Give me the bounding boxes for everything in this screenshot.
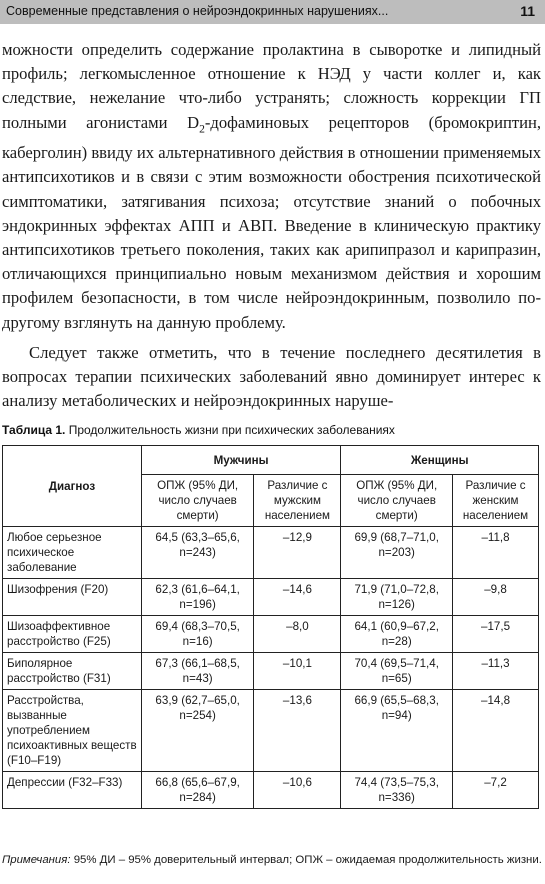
- header-men-diff: Различие с мужским населением: [254, 475, 341, 527]
- cell-men-diff: –14,6: [254, 579, 341, 616]
- header-women: Женщины: [341, 446, 539, 475]
- cell-diagnosis: Депрессии (F32–F33): [3, 772, 142, 809]
- cell-men-le: 63,9 (62,7–65,0, n=254): [141, 690, 254, 772]
- table-row: [3, 527, 539, 579]
- cell-women-le: 70,4 (69,5–71,4, n=65): [341, 653, 453, 690]
- cell-men-le: 66,8 (65,6–67,9, n=284): [141, 772, 254, 809]
- header-diagnosis: Диагноз: [3, 446, 142, 527]
- cell-women-diff: –11,8: [453, 527, 539, 579]
- cell-women-le: 69,9 (68,7–71,0, n=203): [341, 527, 453, 579]
- paragraph-2: Следует также отметить, что в течение последнего десятилетия в вопросах терапии психических заболеваний явно доминирует интерес к анализу метаболических и нейроэндокринных наруше-: [2, 342, 541, 411]
- cell-women-le: 74,4 (73,5–75,3, n=336): [341, 772, 453, 809]
- cell-diagnosis: Биполярное расстройство (F31): [3, 653, 142, 690]
- table-row: [3, 690, 539, 772]
- cell-women-diff: –14,8: [453, 690, 539, 772]
- cell-men-le: 69,4 (68,3–70,5, n=16): [141, 616, 254, 653]
- table-row: [3, 772, 539, 809]
- cell-diagnosis: Любое серьезное психическое заболевание: [3, 527, 142, 579]
- header-women-diff: Различие с женским населением: [453, 475, 539, 527]
- header-men-le: ОПЖ (95% ДИ, число случаев смерти): [141, 475, 254, 527]
- cell-women-le: 64,1 (60,9–67,2, n=28): [341, 616, 453, 653]
- cell-diagnosis: Расстройства, вызванные употреблением психоактивных веществ (F10–F19): [3, 690, 142, 772]
- page-number: 11: [520, 3, 535, 19]
- table-row: [3, 579, 539, 616]
- body-text: [2, 38, 541, 413]
- table-notes: [2, 853, 542, 867]
- cell-women-diff: –17,5: [453, 616, 539, 653]
- header-women-le: ОПЖ (95% ДИ, число случаев смерти): [341, 475, 453, 527]
- paragraph-1-text-b: -дофаминовых рецепторов (бромокриптин, каберголин) ввиду их альтернативного действия в отношении применяемых антипсихотиков и в связи с этим возможности обострения психотической симптоматики, затягивания психоза; отсутствие знаний о побочных эндокринных эффектах АПП и АВП. Введение в клиническую практику антипсихотиков третьего поколения, таких как арипипразол и карипразин, отличающихся принципиально новым механизмом действия и хорошим профилем безопасности, в том числе нейроэндокринным, позволило по-другому взглянуть на данную проблему.: [2, 112, 542, 332]
- table-caption-label: Таблица 1.: [2, 423, 66, 437]
- cell-diagnosis: Шизоаффективное расстройство (F25): [3, 616, 142, 653]
- cell-men-diff: –10,1: [254, 653, 341, 690]
- header-men: Мужчины: [141, 446, 341, 475]
- cell-men-le: 67,3 (66,1–68,5, n=43): [141, 653, 254, 690]
- table-row: [3, 653, 539, 690]
- cell-men-diff: –13,6: [254, 690, 341, 772]
- cell-women-diff: –11,3: [453, 653, 539, 690]
- notes-label: Примечания:: [2, 854, 71, 866]
- cell-diagnosis: Шизофрения (F20): [3, 579, 142, 616]
- paragraph-1-text-a: можности определить содержание пролактина в сыворотке и липидный профиль; легкомысленное отношение к НЭД у части коллег и, как следствие, нежелание что-либо устранять; сложность коррекции ГП полными агонистами D: [2, 40, 541, 132]
- running-header: [0, 0, 545, 24]
- subscript-2: 2: [199, 121, 205, 135]
- table-caption: [2, 423, 542, 437]
- cell-women-le: 66,9 (65,5–68,3, n=94): [341, 690, 453, 772]
- cell-women-le: 71,9 (71,0–72,8, n=126): [341, 579, 453, 616]
- cell-men-diff: –12,9: [254, 527, 341, 579]
- table-caption-text: Продолжительность жизни при психических заболеваниях: [68, 423, 395, 437]
- notes-text: 95% ДИ – 95% доверительный интервал; ОПЖ – ожидаемая продолжительность жизни.: [73, 854, 542, 866]
- table-row: [3, 616, 539, 653]
- cell-men-diff: –10,6: [254, 772, 341, 809]
- cell-women-diff: –7,2: [453, 772, 539, 809]
- cell-men-le: 64,5 (63,3–65,6, n=243): [141, 527, 254, 579]
- cell-men-le: 62,3 (61,6–64,1, n=196): [141, 579, 254, 616]
- cell-women-diff: –9,8: [453, 579, 539, 616]
- paragraph-1: [2, 38, 541, 335]
- life-expectancy-table: [2, 445, 539, 809]
- running-title: Современные представления о нейроэндокринных нарушениях...: [6, 4, 389, 18]
- cell-men-diff: –8,0: [254, 616, 341, 653]
